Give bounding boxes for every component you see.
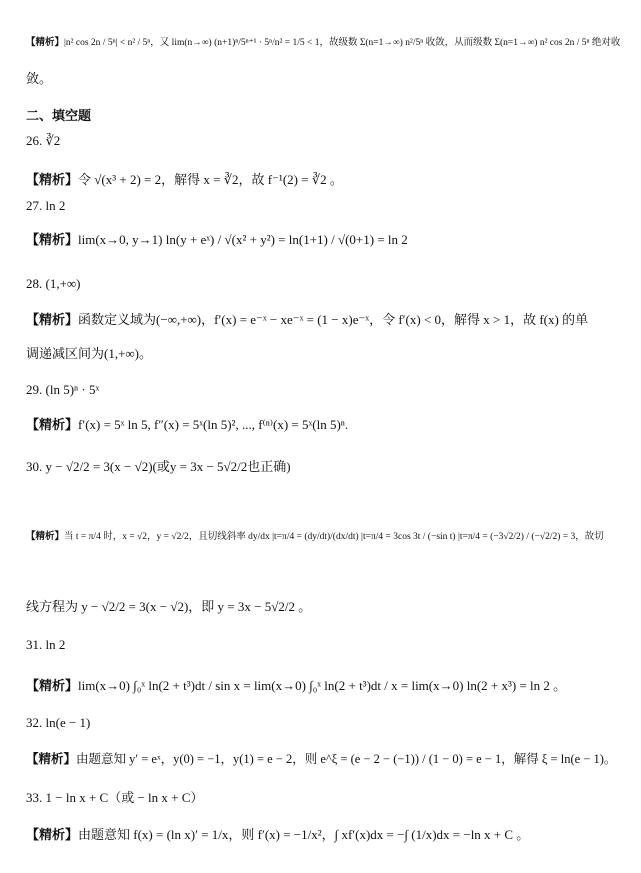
analysis-30-text-cont: 线方程为 y − √2/2 = 3(x − √2)，即 y = 3x − 5√2/2 。 [26,599,312,614]
question-30-answer: 30. y − √2/2 = 3(x − √2)(或y = 3x − 5√2/2也正确) [26,459,291,474]
analysis-32 [26,750,631,768]
analysis-32-text: 由题意知 y′ = eˣ，y(0) = −1，y(1) = e − 2，则 e^ξ = (e − 2 − (−1)) / (1 − 0) = e − 1，解得 ξ = ln(e − 1)。 [76,752,617,766]
analysis-28-line-1 [26,311,631,330]
question-32-answer: 32. ln(e − 1) [26,715,91,730]
analysis-tag: 【精析】 [26,233,79,248]
analysis-30-line-2 [26,598,631,617]
question-29-answer: 29. (ln 5)ⁿ · 5ˣ [26,382,100,397]
analysis-31-text: lim(x→0) ∫₀ˣ ln(2 + t³)dt / sin x = lim(x→0) ∫₀ˣ ln(2 + t³)dt / x = lim(x→0) ln(2 + x³) = ln 2 。 [78,678,567,693]
analysis-29 [26,416,631,435]
analysis-31 [26,677,631,696]
question-27-answer: 27. ln 2 [26,198,66,213]
analysis-30-text: 当 t = π/4 时，x = √2，y = √2/2，且切线斜率 dy/dx |t=π/4 = (dy/dt)/(dx/dt) |t=π/4 = 3cos 3t / (−sin t) |t=π/4 = (−3√2/2) / (−√2/2) = 3，故切 [64,532,604,542]
analysis-tag: 【精析】 [26,531,65,542]
analysis-tag: 【精析】 [26,751,77,766]
question-33-answer: 33. 1 − ln x + C（或 − ln x + C） [26,790,204,805]
analysis-29-text: f′(x) = 5ˣ ln 5, f″(x) = 5ˣ(ln 5)², ..., f⁽ⁿ⁾(x) = 5ˣ(ln 5)ⁿ. [78,417,349,432]
analysis-33 [26,826,631,845]
question-28-answer: 28. (1,+∞) [26,276,81,291]
analysis-25-line-1 [26,34,631,52]
analysis-28-text-cont: 调递减区间为(1,+∞)。 [26,346,153,361]
analysis-tag: 【精析】 [26,173,79,188]
analysis-33-text: 由题意知 f(x) = (ln x)′ = 1/x，则 f′(x) = −1/x²，∫ xf′(x)dx = −∫ (1/x)dx = −ln x + C 。 [78,827,530,842]
analysis-25-line-2 [26,70,631,89]
analysis-25-text-cont: 敛。 [26,71,53,86]
analysis-28-text: 函数定义域为(−∞,+∞)，f′(x) = e⁻ˣ − xe⁻ˣ = (1 − x)e⁻ˣ，令 f′(x) < 0，解得 x > 1，故 f(x) 的单 [78,312,589,327]
analysis-26 [26,171,631,190]
analysis-tag: 【精析】 [26,37,65,48]
analysis-28-line-2 [26,345,631,364]
analysis-26-text: 令 √(x³ + 2) = 2，解得 x = ∛2，故 f⁻¹(2) = ∛2 。 [78,172,343,187]
question-31-answer: 31. ln 2 [26,637,66,652]
analysis-25-text: |n² cos 2n / 5ⁿ| < n² / 5ⁿ，又 lim(n→∞) (n+1)ⁿ/5ⁿ⁺¹ · 5ⁿ/n² = 1/5 < 1，故级数 Σ(n=1→∞) n²/5ⁿ 收敛，从而级数 Σ(n=1→∞) n² cos 2n / 5ⁿ 绝对收 [64,38,621,48]
analysis-27 [26,231,631,250]
section-heading: 二、填空题 [26,109,92,124]
analysis-tag: 【精析】 [26,828,79,843]
analysis-tag: 【精析】 [26,313,79,328]
analysis-30-line-1 [26,528,631,546]
analysis-tag: 【精析】 [26,418,79,433]
question-26-answer: 26. ∛2 [26,133,61,148]
analysis-27-text: lim(x→0, y→1) ln(y + eˣ) / √(x² + y²) = ln(1+1) / √(0+1) = ln 2 [78,232,408,247]
analysis-tag: 【精析】 [26,679,79,694]
